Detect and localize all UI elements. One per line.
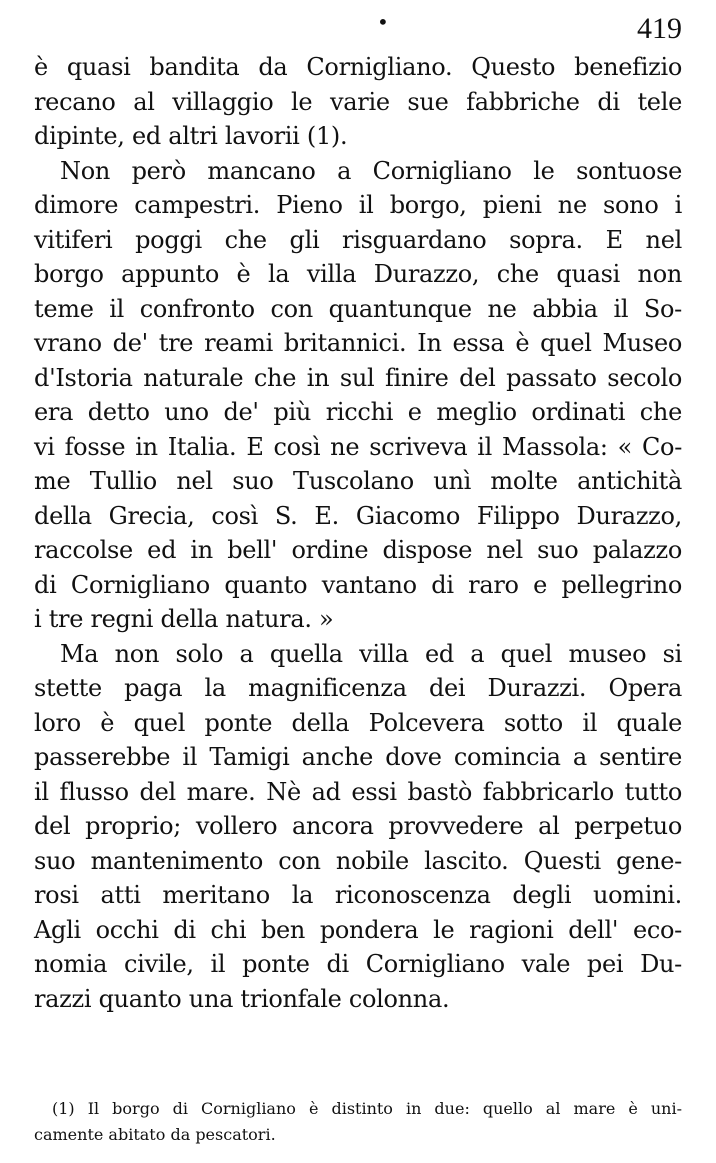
text-line: Non però mancano a Cornigliano le sontuose: [60, 156, 682, 185]
text-line: Agli occhi di chi ben pondera le ragioni dell' eco-: [34, 915, 682, 944]
footnote-line: (1) Il borgo di Cornigliano è distinto in due: quello al mare è uni-: [52, 1099, 682, 1118]
text-line: dipinte, ed altri lavorii (1).: [34, 122, 348, 150]
text-line: raccolse ed in bell' ordine dispose nel suo palazzo: [34, 536, 682, 564]
text-line: recano al villaggio le varie sue fabbriche di tele: [34, 87, 682, 116]
text-line: è quasi bandita da Cornigliano. Questo benefizio: [34, 53, 682, 81]
text-line: suo mantenimento con nobile lascito. Questi gene-: [34, 846, 682, 875]
text-line: teme il confronto con quantunque ne abbia il So-: [34, 294, 682, 323]
text-line: era detto uno de' più ricchi e meglio ordinati che: [34, 398, 682, 426]
text-line: borgo appunto è la villa Durazzo, che quasi non: [34, 260, 682, 288]
text-line: passerebbe il Tamigi anche dove comincia a sentire: [34, 743, 682, 771]
text-line: nomia civile, il ponte di Cornigliano vale pei Du-: [34, 950, 682, 978]
header-dot: •: [377, 10, 389, 34]
text-line: del proprio; vollero ancora provvedere al perpetuo: [34, 812, 682, 840]
text-line: vitiferi poggi che gli risguardano sopra. E nel: [34, 225, 682, 254]
text-line: vi fosse in Italia. E così ne scriveva il Massola: « Co-: [34, 432, 682, 461]
text-line: rosi atti meritano la riconoscenza degli uomini.: [34, 881, 682, 909]
text-line: d'Istoria naturale che in sul finire del passato secolo: [34, 363, 682, 392]
text-line: loro è quel ponte della Polcevera sotto il quale: [34, 708, 682, 737]
page-number: 419: [637, 12, 682, 45]
footnote-line: camente abitato da pescatori.: [34, 1125, 276, 1144]
footnote: [34, 1096, 682, 1148]
text-line: vrano de' tre reami britannici. In essa è quel Museo: [34, 329, 682, 357]
text-line: il flusso del mare. Nè ad essi bastò fabbricarlo tutto: [34, 777, 682, 806]
text-line: razzi quanto una trionfale colonna.: [34, 984, 450, 1013]
body-text: [34, 50, 682, 1016]
text-line: stette paga la magnificenza dei Durazzi. Opera: [34, 674, 682, 702]
text-line: me Tullio nel suo Tuscolano unì molte antichità: [34, 467, 682, 495]
text-line: della Grecia, così S. E. Giacomo Filippo Durazzo,: [34, 501, 682, 530]
text-line: i tre regni della natura. »: [34, 605, 334, 633]
text-line: dimore campestri. Pieno il borgo, pieni ne sono i: [34, 191, 682, 219]
text-line: di Cornigliano quanto vantano di raro e pellegrino: [34, 570, 682, 599]
text-line: Ma non solo a quella villa ed a quel museo si: [60, 639, 682, 668]
